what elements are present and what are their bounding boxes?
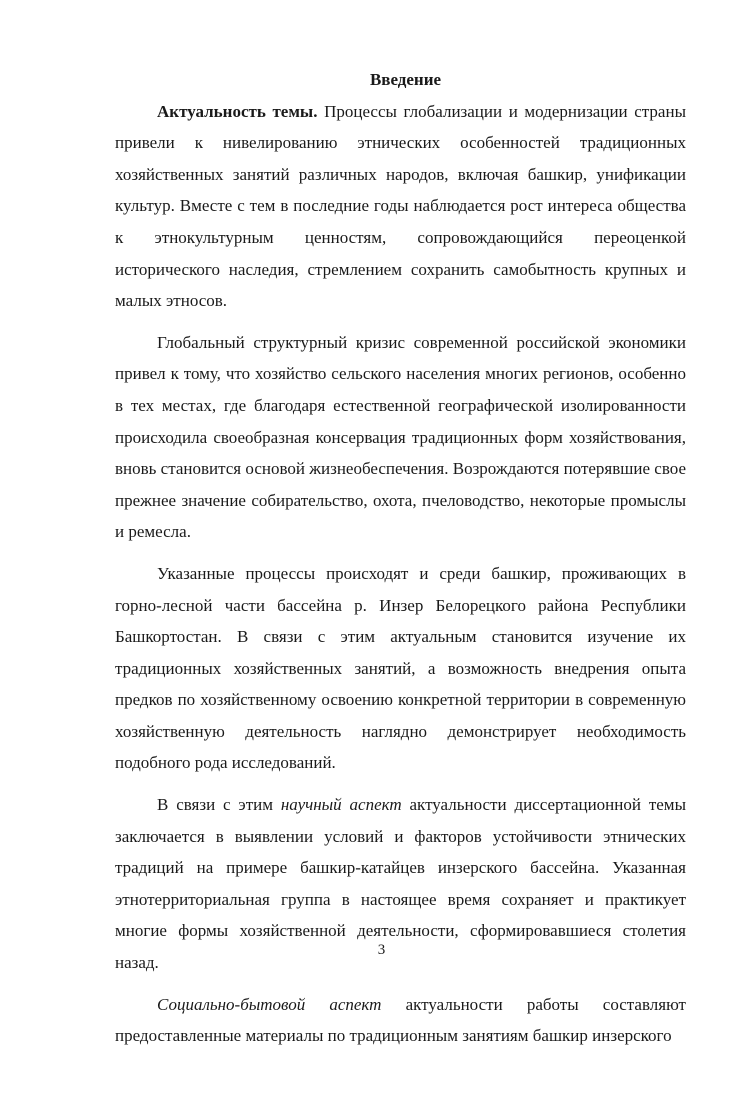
paragraph-text: Процессы глобализации и модернизации страны привели к нивелированию этнических особенностей традиционных хозяйственных занятий различных народов, включая башкир, унификации культур. Вместе с тем в последние годы наблюдается рост интереса общества к этнокультурным ценностям, сопровождающийся переоценкой исторического наследия, стремлением сохранить самобытность крупных и малых этносов. — [115, 101, 686, 311]
social-aspect-term: Социально-бытовой аспект — [157, 994, 382, 1014]
relevance-heading: Актуальность темы. — [157, 101, 318, 121]
paragraph-prefix: В связи с этим — [157, 795, 281, 815]
document-body — [115, 64, 686, 1052]
paragraph-text: Указанные процессы происходят и среди башкир, проживающих в горно-лесной части бассейна р. Инзер Белорецкого района Республики Башкортостан. В связи с этим актуальным становится изучение их традиционных хозяйственных занятий, а возможность внедрения опыта предков по хозяйственному освоению конкретной территории в современную хозяйственную деятельность наглядно демонстрирует необходимость подобного рода исследований. — [115, 563, 686, 773]
paragraph-text: актуальности работы составляют предоставленные материалы по традиционным занятиям башкир инзерского — [115, 994, 686, 1046]
paragraph-crisis — [115, 327, 686, 548]
scientific-aspect-term: научный аспект — [280, 795, 402, 815]
section-title: Введение — [369, 70, 442, 89]
paragraph-processes — [115, 558, 686, 779]
paragraph-text: актуальности диссертационной темы заключается в выявлении условий и факторов устойчивости этнических традиций на примере башкир-катайцев инзерского бассейна. Указанная этнотерриториальная группа в настоящее время сохраняет и практикует многие формы хозяйственной деятельности, сформировавшиеся столетия назад. — [115, 795, 686, 973]
paragraph-text: Глобальный структурный кризис современной российской экономики привел к тому, что хозяйство сельского населения многих регионов, особенно в тех местах, где благодаря естественной географической изолированности происходила своеобразная консервация традиционных форм хозяйствования, вновь становится основой жизнеобеспечения. Возрождаются потерявшие свое прежнее значение собирательство, охота, пчеловодство, некоторые промыслы и ремесла. — [115, 332, 686, 542]
page-number: 3 — [377, 942, 386, 958]
paragraph-social-aspect — [115, 989, 686, 1052]
paragraph-relevance — [115, 96, 686, 317]
